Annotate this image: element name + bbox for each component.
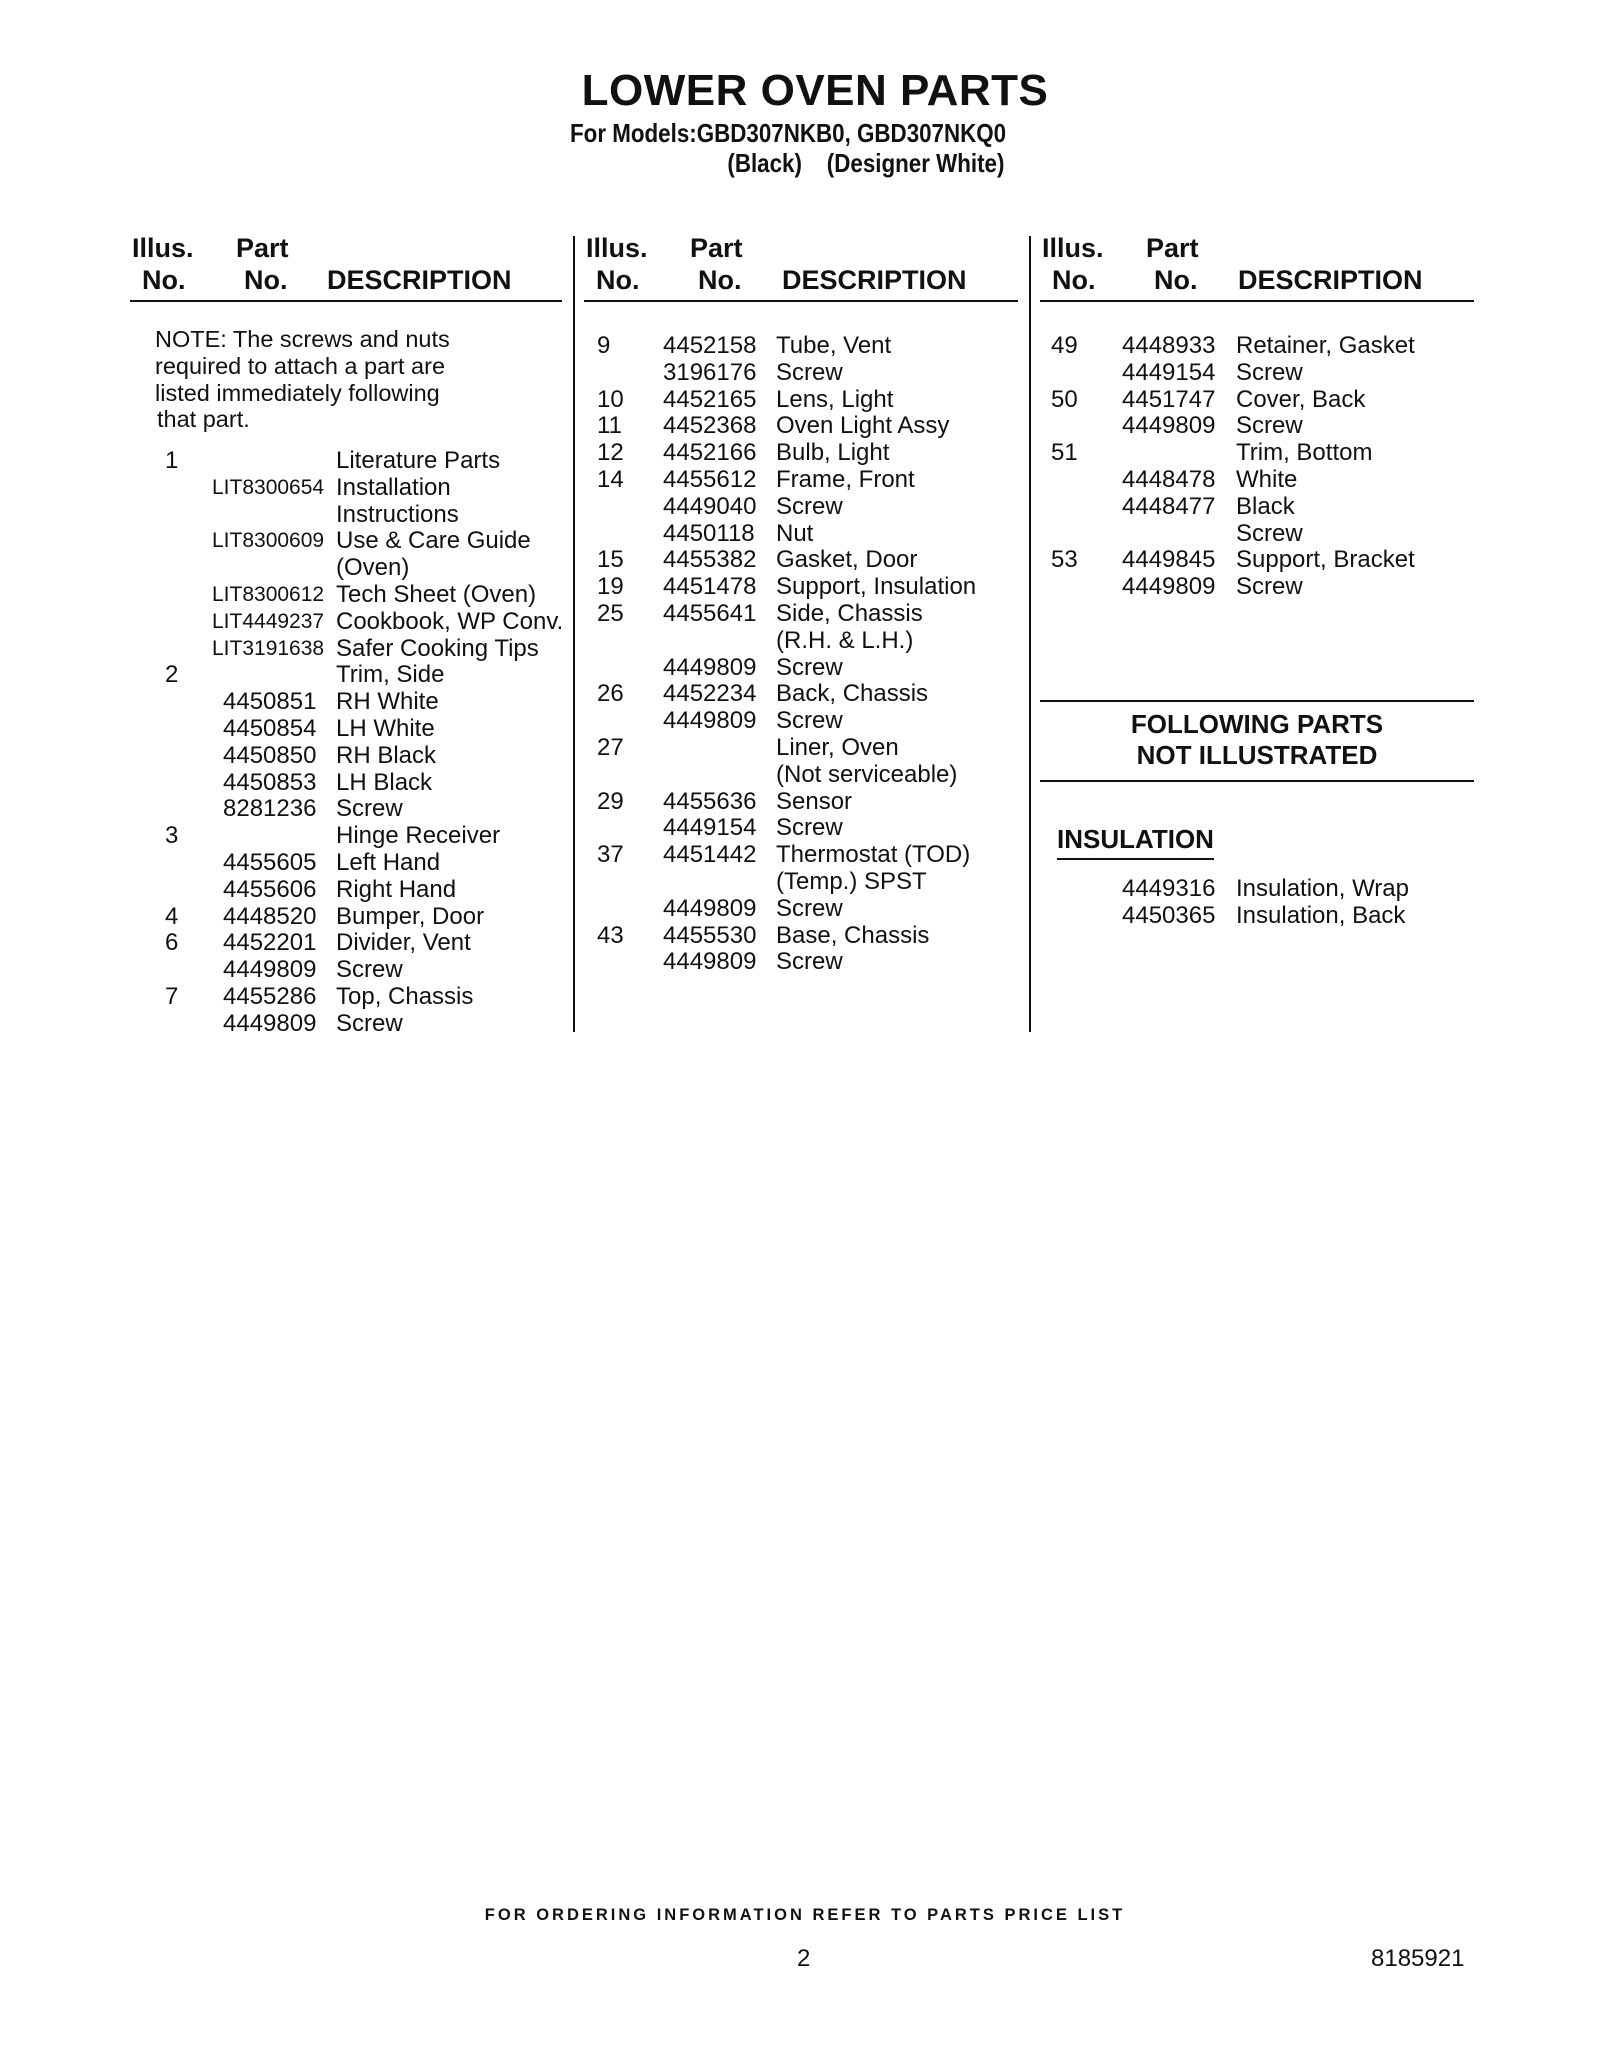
illus-number: 51 (1051, 439, 1078, 467)
part-description: Screw (1236, 412, 1303, 440)
part-description: Use & Care Guide (336, 527, 531, 555)
illus-number: 53 (1051, 546, 1078, 574)
note-line: listed immediately following (155, 379, 440, 406)
part-description: Divider, Vent (336, 929, 471, 957)
part-description: Retainer, Gasket (1236, 332, 1415, 359)
part-number: 4449809 (1122, 412, 1216, 440)
part-description: (Oven) (336, 554, 410, 582)
part-description: Side, Chassis (776, 600, 923, 627)
header-description: DESCRIPTION (782, 265, 967, 295)
note-line: NOTE: The screws and nuts (155, 326, 450, 352)
header-illus-no: No. (596, 265, 640, 295)
header-description: DESCRIPTION (327, 265, 512, 295)
part-number: 4449316 (1122, 875, 1216, 902)
part-number: 4449809 (663, 894, 757, 922)
part-number: 4452234 (663, 680, 757, 708)
part-description: Bumper, Door (336, 902, 485, 930)
part-description: Support, Insulation (776, 573, 977, 601)
part-description: Hinge Receiver (336, 822, 501, 850)
part-description: Sensor (776, 787, 853, 815)
header-illus-no: No. (142, 265, 186, 295)
column-header-1 (130, 232, 562, 302)
part-number: 4450851 (223, 688, 317, 716)
part-description: Trim, Side (336, 661, 445, 689)
part-number: 4455530 (663, 921, 757, 949)
part-description: Screw (776, 653, 843, 681)
part-description: Screw (776, 492, 843, 520)
part-number: LIT8300654 (212, 475, 325, 499)
header-illus: Illus. (586, 233, 648, 263)
header-part: Part (1146, 233, 1199, 263)
header-illus: Illus. (1042, 233, 1104, 263)
part-description: Screw (776, 948, 843, 976)
illus-number: 10 (597, 385, 624, 413)
part-number: 4449809 (223, 1009, 317, 1037)
part-description: White (1236, 466, 1298, 493)
illus-number: 9 (597, 332, 611, 359)
part-description: Screw (336, 795, 403, 823)
part-number: 4449809 (223, 956, 317, 984)
illus-number: 49 (1051, 332, 1078, 359)
part-description: Installation (336, 473, 451, 501)
column-header-3 (1040, 232, 1474, 302)
part-description: Insulation, Back (1236, 901, 1406, 929)
part-description: Screw (776, 814, 843, 842)
part-description: Screw (336, 1009, 403, 1037)
following-parts-line: NOT ILLUSTRATED (1136, 740, 1378, 770)
part-number: 4448933 (1122, 332, 1216, 359)
note-block (155, 326, 450, 433)
ordering-footer: FOR ORDERING INFORMATION REFER TO PARTS PRICE LIST (484, 1906, 1126, 1924)
header-part-no: No. (698, 265, 742, 295)
part-description: Screw (1236, 358, 1303, 386)
part-description: Frame, Front (776, 466, 915, 493)
illus-number: 43 (597, 921, 624, 949)
header-illus-no: No. (1052, 265, 1096, 295)
illus-number: 29 (597, 787, 624, 815)
subtitle-models: For Models:GBD307NKB0, GBD307NKQ0 (570, 118, 1007, 148)
part-number: 4449154 (663, 814, 757, 842)
part-description: Screw (336, 956, 403, 984)
part-description: RH Black (336, 741, 437, 769)
part-description: Safer Cooking Tips (336, 634, 539, 662)
part-number: 4448477 (1122, 492, 1216, 520)
part-description: Gasket, Door (776, 546, 918, 574)
part-number: 8281236 (223, 795, 317, 823)
part-description: LH Black (336, 768, 433, 796)
illus-number: 7 (165, 983, 179, 1010)
part-description: LH White (336, 715, 435, 742)
part-description: Lens, Light (776, 385, 894, 413)
part-number: LIT8300609 (212, 529, 325, 553)
part-number: 4449040 (663, 492, 757, 520)
part-description: Screw (776, 894, 843, 922)
part-number: 4448520 (223, 902, 317, 930)
part-number: 4449154 (1122, 358, 1216, 386)
subtitle-colors: (Black) (Designer White) (727, 148, 1005, 178)
part-number: 4449809 (663, 653, 757, 681)
part-description: (Not serviceable) (776, 760, 958, 788)
part-description: Literature Parts (336, 447, 501, 474)
header-description: DESCRIPTION (1238, 265, 1423, 295)
part-number: LIT4449237 (212, 609, 325, 633)
part-description: Screw (776, 707, 843, 735)
illus-number: 19 (597, 573, 624, 601)
part-description: Instructions (336, 500, 459, 528)
part-number: 4451747 (1122, 385, 1216, 413)
part-number: 4455612 (663, 466, 757, 493)
illus-number: 2 (165, 661, 179, 689)
part-number: 4449809 (663, 948, 757, 976)
part-number: 4455605 (223, 849, 317, 876)
part-number: 4455606 (223, 875, 317, 903)
part-description: (R.H. & L.H.) (776, 626, 914, 654)
part-description: Bulb, Light (776, 439, 890, 467)
part-number: 4448478 (1122, 466, 1216, 493)
illus-number: 11 (597, 412, 622, 440)
part-number: 4450850 (223, 741, 317, 769)
illus-number: 1 (165, 447, 179, 474)
part-number: LIT3191638 (212, 636, 325, 660)
part-number: 4452166 (663, 439, 757, 467)
part-description: Cookbook, WP Conv. (336, 607, 564, 635)
part-description: Oven Light Assy (776, 412, 950, 440)
part-number: 4451442 (663, 841, 757, 869)
part-description: Screw (1236, 573, 1303, 601)
part-number: 4449809 (1122, 573, 1216, 601)
model-subtitle (570, 118, 1006, 178)
column-divider (573, 236, 575, 1032)
part-description: Screw (1236, 519, 1303, 547)
part-description: Cover, Back (1236, 385, 1366, 413)
column-divider (1029, 236, 1031, 1032)
illus-number: 15 (597, 546, 624, 574)
illus-number: 26 (597, 680, 624, 708)
part-number: 4449809 (663, 707, 757, 735)
illus-number: 6 (165, 929, 179, 957)
part-description: Tube, Vent (776, 332, 892, 359)
illus-number: 27 (597, 734, 624, 761)
part-number: 4450853 (223, 768, 317, 796)
part-description: (Temp.) SPST (776, 868, 927, 895)
illus-number: 25 (597, 600, 624, 627)
header-part: Part (690, 233, 743, 263)
part-number: 4455382 (663, 546, 757, 574)
part-description: Trim, Bottom (1236, 439, 1373, 467)
part-description: Screw (776, 358, 843, 386)
part-description: Base, Chassis (776, 921, 930, 949)
illus-number: 14 (597, 466, 624, 493)
note-line: required to attach a part are (155, 352, 446, 379)
part-number: 4455636 (663, 787, 757, 815)
illus-number: 3 (165, 822, 179, 850)
page-title: LOWER OVEN PARTS (581, 66, 1049, 115)
insulation-heading: INSULATION (1057, 824, 1214, 860)
part-description: Insulation, Wrap (1236, 875, 1409, 902)
part-description: Support, Bracket (1236, 546, 1415, 574)
part-number: LIT8300612 (212, 583, 325, 606)
part-description: Nut (776, 519, 814, 547)
part-description: RH White (336, 688, 439, 716)
following-parts-box (1040, 700, 1474, 782)
part-description: Tech Sheet (Oven) (336, 581, 537, 608)
illus-number: 50 (1051, 385, 1078, 413)
part-description: Right Hand (336, 875, 457, 903)
part-description: Top, Chassis (336, 983, 474, 1010)
part-description: Black (1236, 492, 1295, 520)
part-number: 4452368 (663, 412, 757, 440)
header-part-no: No. (244, 265, 288, 295)
illus-number: 12 (597, 439, 624, 467)
document-number: 8185921 (1371, 1945, 1465, 1972)
part-number: 4452158 (663, 332, 757, 359)
following-parts-line: FOLLOWING PARTS (1130, 709, 1384, 739)
part-number: 4450365 (1122, 901, 1216, 929)
part-description: Liner, Oven (776, 734, 899, 761)
part-number: 4452201 (223, 929, 317, 957)
part-number: 4452165 (663, 385, 757, 413)
part-number: 4450118 (663, 519, 755, 547)
part-number: 3196176 (663, 358, 757, 386)
part-number: 4449845 (1122, 546, 1216, 574)
part-description: Back, Chassis (776, 680, 929, 708)
part-description: Left Hand (336, 849, 441, 876)
note-line: that part. (157, 406, 250, 433)
illus-number: 4 (165, 902, 179, 930)
part-number: 4451478 (663, 573, 757, 601)
header-illus: Illus. (132, 233, 194, 263)
part-number: 4450854 (223, 715, 317, 742)
header-part: Part (236, 233, 289, 263)
page-number: 2 (797, 1945, 811, 1972)
part-number: 4455286 (223, 983, 317, 1010)
part-description: Thermostat (TOD) (776, 841, 971, 869)
part-number: 4455641 (663, 600, 757, 627)
illus-number: 37 (597, 841, 624, 869)
header-part-no: No. (1154, 265, 1198, 295)
column-header-2 (584, 232, 1018, 302)
